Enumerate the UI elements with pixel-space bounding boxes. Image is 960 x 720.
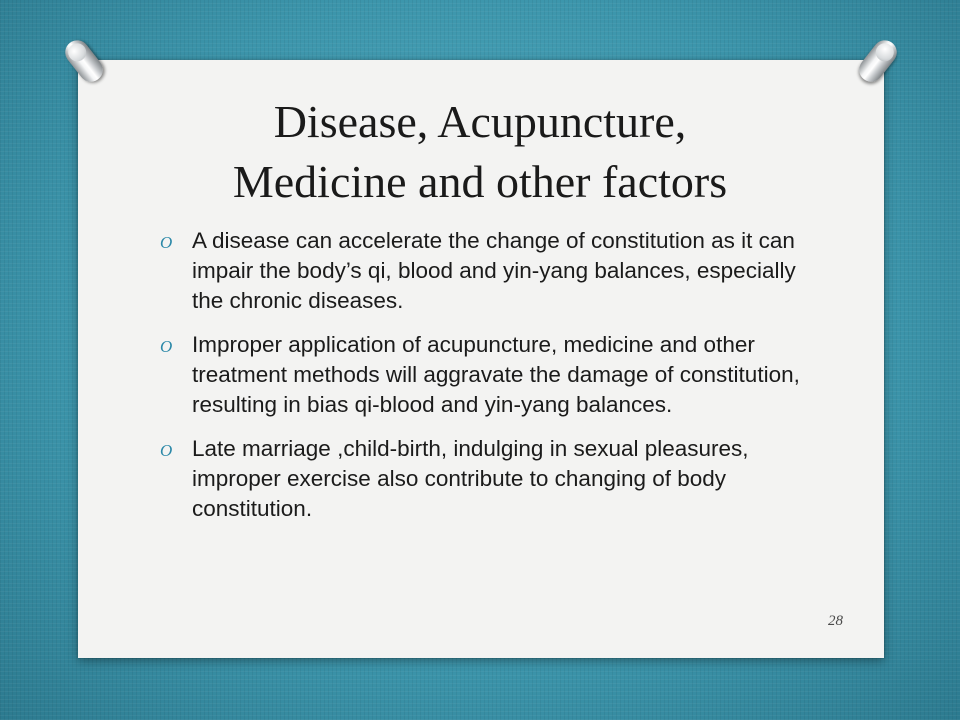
bullet-item bbox=[160, 434, 820, 524]
title-line-2: Medicine and other factors bbox=[232, 156, 728, 207]
bullet-item bbox=[160, 226, 820, 316]
page-number: 28 bbox=[828, 613, 843, 629]
bullet-marker-icon: O bbox=[160, 441, 173, 460]
bullet-list bbox=[160, 226, 820, 538]
bullet-text: Improper application of acupuncture, medicine and other treatment methods will aggravate the damage of constitution, resulting in bias qi-blood and yin-yang balances. bbox=[192, 332, 800, 417]
bullet-text: A disease can accelerate the change of constitution as it can impair the body’s qi, blood and yin-yang balances, especially the chronic diseases. bbox=[192, 228, 796, 313]
bullet-text: Late marriage ,child-birth, indulging in sexual pleasures, improper exercise also contribute to changing of body constitution. bbox=[192, 436, 749, 521]
bullet-marker-icon: O bbox=[160, 233, 173, 252]
bullet-marker-icon: O bbox=[160, 337, 173, 356]
slide-title bbox=[0, 92, 960, 212]
title-line-1: Disease, Acupuncture, bbox=[273, 96, 687, 147]
bullet-item bbox=[160, 330, 820, 420]
